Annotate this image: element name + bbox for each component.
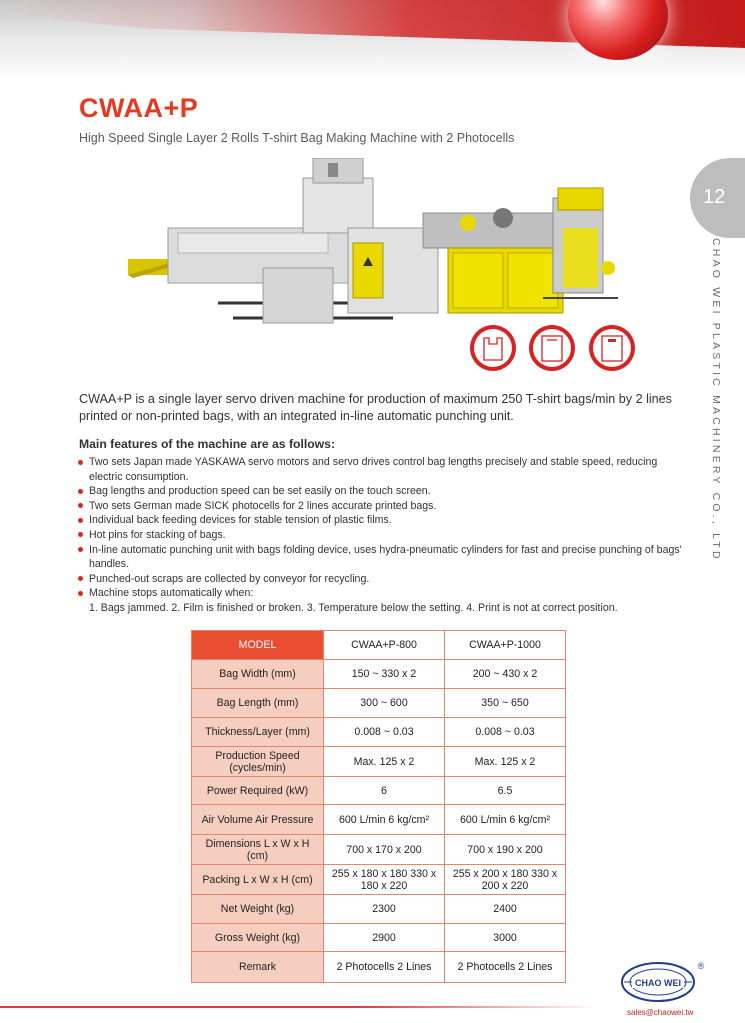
table-cell: 700 x 190 x 200 [445,835,566,865]
list-item: Two sets German made SICK photocells for 2 lines accurate printed bags. [77,499,689,514]
table-row [192,835,566,865]
table-row [192,865,566,895]
table-row [192,689,566,718]
table-cell: 350 ~ 650 [445,689,566,718]
table-cell: Max. 125 x 2 [445,747,566,777]
table-cell: 0.008 ~ 0.03 [445,718,566,747]
table-cell: 6 [324,777,445,805]
list-item: Individual back feeding devices for stable tension of plastic films. [77,513,689,528]
list-item: Bag lengths and production speed can be set easily on the touch screen. [77,484,689,499]
table-cell: Dimensions L x W x H (cm) [192,835,324,865]
flat-bag-icon [528,324,576,372]
table-cell: 255 x 200 x 180 330 x 200 x 220 [445,865,566,895]
table-cell: Production Speed (cycles/min) [192,747,324,777]
t-shirt-bag-icon [469,324,517,372]
logo-text: CHAO WEI [635,978,681,988]
table-cell: Packing L x W x H (cm) [192,865,324,895]
table-cell: 150 ~ 330 x 2 [324,660,445,689]
company-logo [618,960,708,1005]
table-row [192,895,566,924]
table-cell: Max. 125 x 2 [324,747,445,777]
table-row [192,952,566,983]
table-cell: 2900 [324,924,445,952]
product-title: CWAA+P [79,93,199,123]
product-subtitle: High Speed Single Layer 2 Rolls T-shirt Bag Making Machine with 2 Photocells [79,131,515,145]
list-item: Hot pins for stacking of bags. [77,528,689,543]
table-cell: Remark [192,952,324,983]
table-cell: Bag Width (mm) [192,660,324,689]
table-cell: 0.008 ~ 0.03 [324,718,445,747]
table-cell: 2 Photocells 2 Lines [324,952,445,983]
list-item: Punched-out scraps are collected by conveyor for recycling. [77,572,689,587]
table-row [192,747,566,777]
table-header-cell: CWAA+P-800 [324,631,445,660]
list-item: In-line automatic punching unit with bags folding device, uses hydra-pneumatic cylinders for fast and precise punching of bags' handles. [77,543,689,572]
table-cell: Air Volume Air Pressure [192,805,324,835]
table-row [192,718,566,747]
features-heading: Main features of the machine are as follows: [79,437,336,451]
product-description: CWAA+P is a single layer servo driven machine for production of maximum 250 T-shirt bags/min by 2 lines printed or non-printed bags, with an integrated in-line automatic punching unit. [79,392,672,423]
table-row [192,805,566,835]
table-cell: 2400 [445,895,566,924]
contact-email[interactable]: sales@chaowei.tw [627,1008,694,1017]
table-cell: Power Required (kW) [192,777,324,805]
table-cell: Bag Length (mm) [192,689,324,718]
page-number: 12 [703,186,726,208]
company-name-vertical: CHAO WEI PLASTIC MACHINERY CO., LTD [710,238,722,562]
table-cell: 600 L/min 6 kg/cm² [445,805,566,835]
features-list [77,455,689,616]
list-item: Two sets Japan made YASKAWA servo motors and servo drives control bag lengths precisely and stable speed, reducing electric consumption. [77,455,689,484]
table-cell: 200 ~ 430 x 2 [445,660,566,689]
list-item [77,586,689,615]
table-row [192,924,566,952]
table-header-cell: CWAA+P-1000 [445,631,566,660]
table-row [192,777,566,805]
table-cell: 255 x 180 x 180 330 x 180 x 220 [324,865,445,895]
spec-table [191,630,566,983]
table-cell: 2300 [324,895,445,924]
stop-conditions: 1. Bags jammed. 2. Film is finished or broken. 3. Temperature below the setting. 4. Print is not at correct position. [89,601,618,614]
table-cell: 700 x 170 x 200 [324,835,445,865]
footer-line [0,1006,600,1008]
registered-mark: ® [697,961,705,971]
list-item-text: Machine stops automatically when: [89,587,254,600]
table-cell: 600 L/min 6 kg/cm² [324,805,445,835]
table-header-row [192,631,566,660]
table-cell: 6.5 [445,777,566,805]
table-cell: 3000 [445,924,566,952]
table-cell: 2 Photocells 2 Lines [445,952,566,983]
table-row [192,660,566,689]
punched-bag-icon [588,324,636,372]
table-cell: Net Weight (kg) [192,895,324,924]
table-cell: 300 ~ 600 [324,689,445,718]
table-header-cell: MODEL [192,631,324,660]
table-cell: Thickness/Layer (mm) [192,718,324,747]
table-cell: Gross Weight (kg) [192,924,324,952]
